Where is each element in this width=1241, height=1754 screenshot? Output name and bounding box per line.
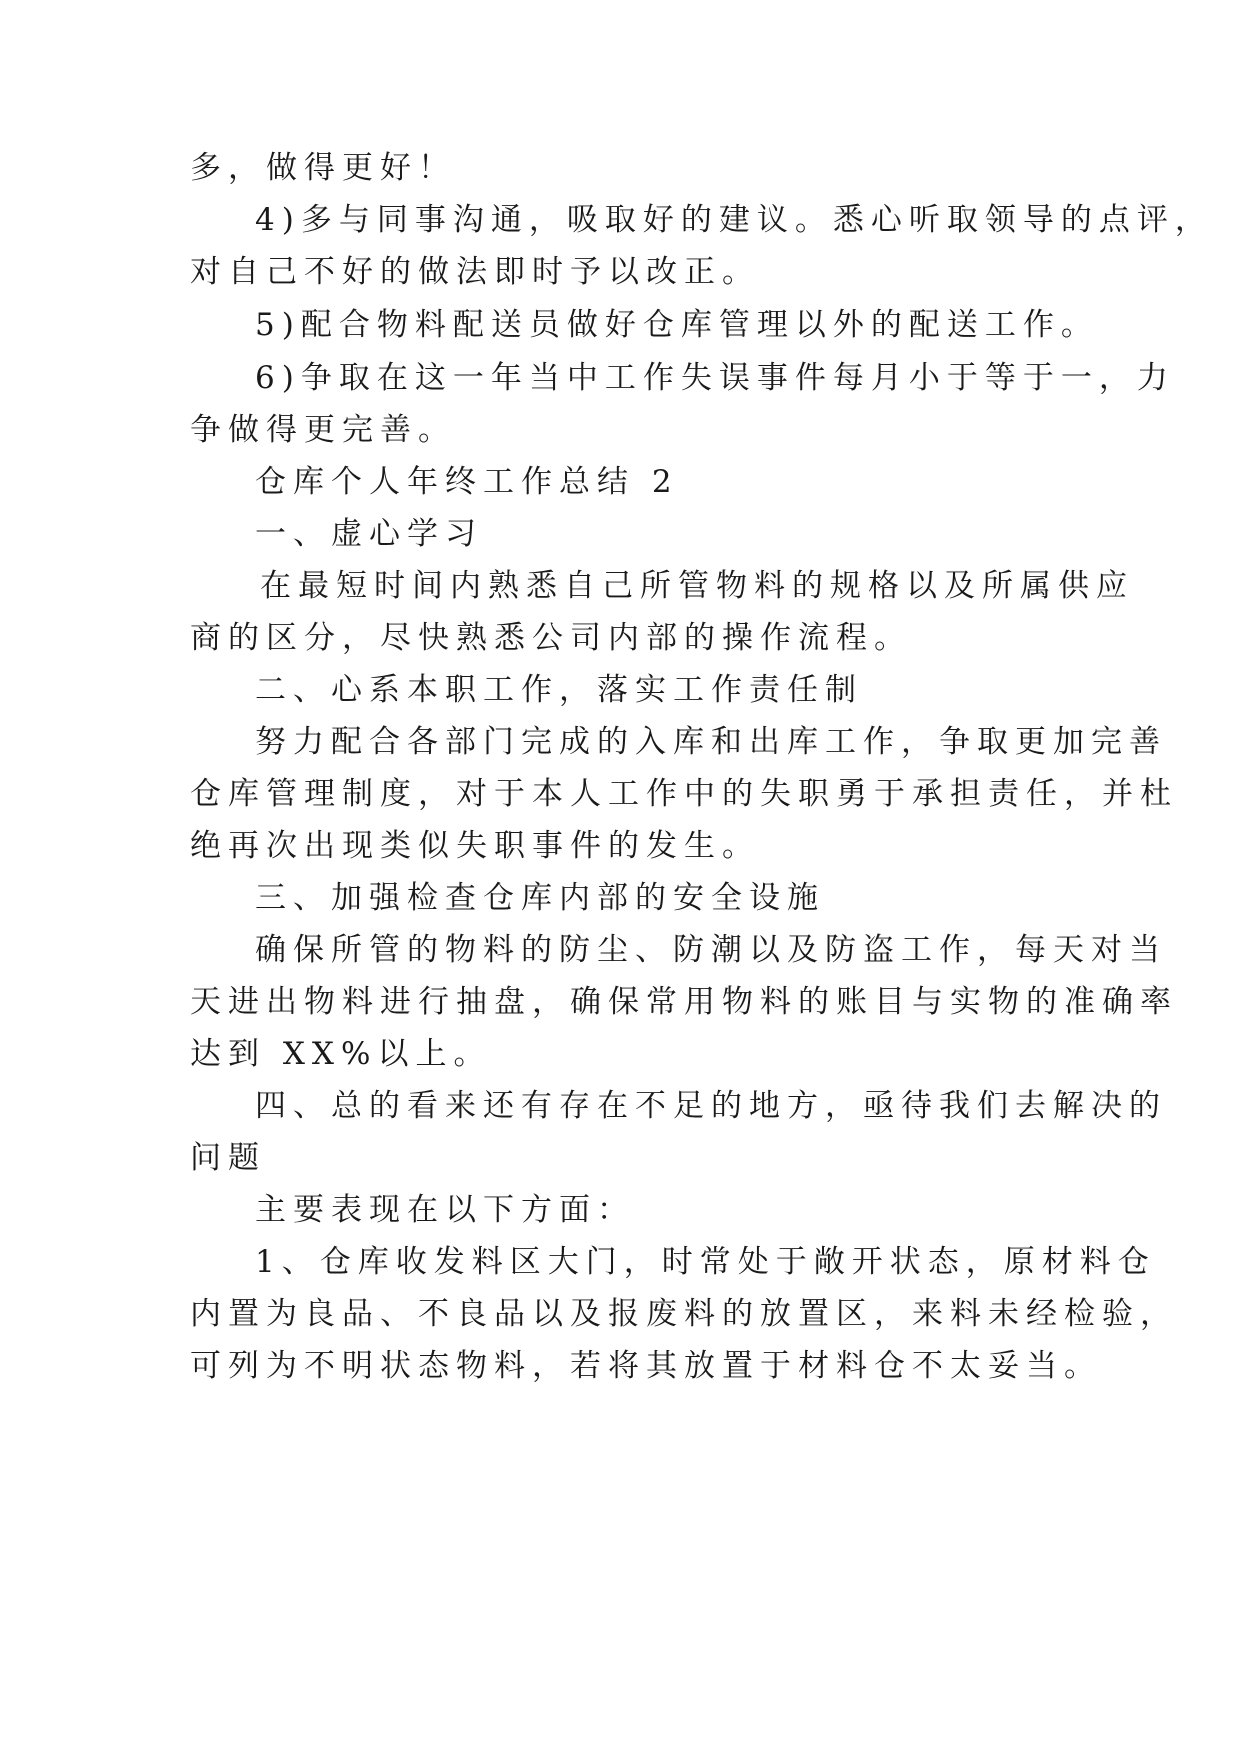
text-line: 内置为良品、不良品以及报废料的放置区，来料未经检验， [190, 1296, 1178, 1332]
text-line: 仓库管理制度，对于本人工作中的失职勇于承担责任，并杜 [190, 776, 1178, 812]
section-title: 仓库个人年终工作总结 2 [255, 464, 679, 500]
text-line: 商的区分，尽快熟悉公司内部的操作流程。 [190, 620, 912, 656]
text-line: 确保所管的物料的防尘、防潮以及防盗工作，每天对当 [255, 932, 1167, 968]
text-line: 6)争取在这一年当中工作失误事件每月小于等于一，力 [255, 360, 1175, 396]
text-line: 1、仓库收发料区大门，时常处于敞开状态，原材料仓 [255, 1244, 1156, 1280]
section-heading: 三、加强检查仓库内部的安全设施 [255, 880, 825, 916]
text-line: 可列为不明状态物料，若将其放置于材料仓不太妥当。 [190, 1348, 1102, 1384]
section-heading: 一、虚心学习 [255, 516, 483, 552]
text-line: 天进出物料进行抽盘，确保常用物料的账目与实物的准确率 [190, 984, 1178, 1020]
text-line: 4)多与同事沟通，吸取好的建议。悉心听取领导的点评， [255, 202, 1213, 238]
text-line: 问题 [190, 1140, 266, 1176]
text-line: 争做得更完善。 [190, 412, 456, 448]
text-line: 多，做得更好！ [190, 150, 456, 186]
text-line: 5)配合物料配送员做好仓库管理以外的配送工作。 [255, 307, 1099, 343]
text-line: 努力配合各部门完成的入库和出库工作，争取更加完善 [255, 724, 1167, 760]
section-heading: 二、心系本职工作，落实工作责任制 [255, 672, 863, 708]
text-line: 主要表现在以下方面： [255, 1192, 635, 1228]
text-line: 达到 XX%以上。 [190, 1036, 492, 1072]
text-line: 对自己不好的做法即时予以改正。 [190, 254, 760, 290]
text-line: 绝再次出现类似失职事件的发生。 [190, 828, 760, 864]
section-heading: 四、总的看来还有存在不足的地方，亟待我们去解决的 [255, 1088, 1167, 1124]
text-line: 在最短时间内熟悉自己所管物料的规格以及所属供应 [260, 568, 1134, 604]
